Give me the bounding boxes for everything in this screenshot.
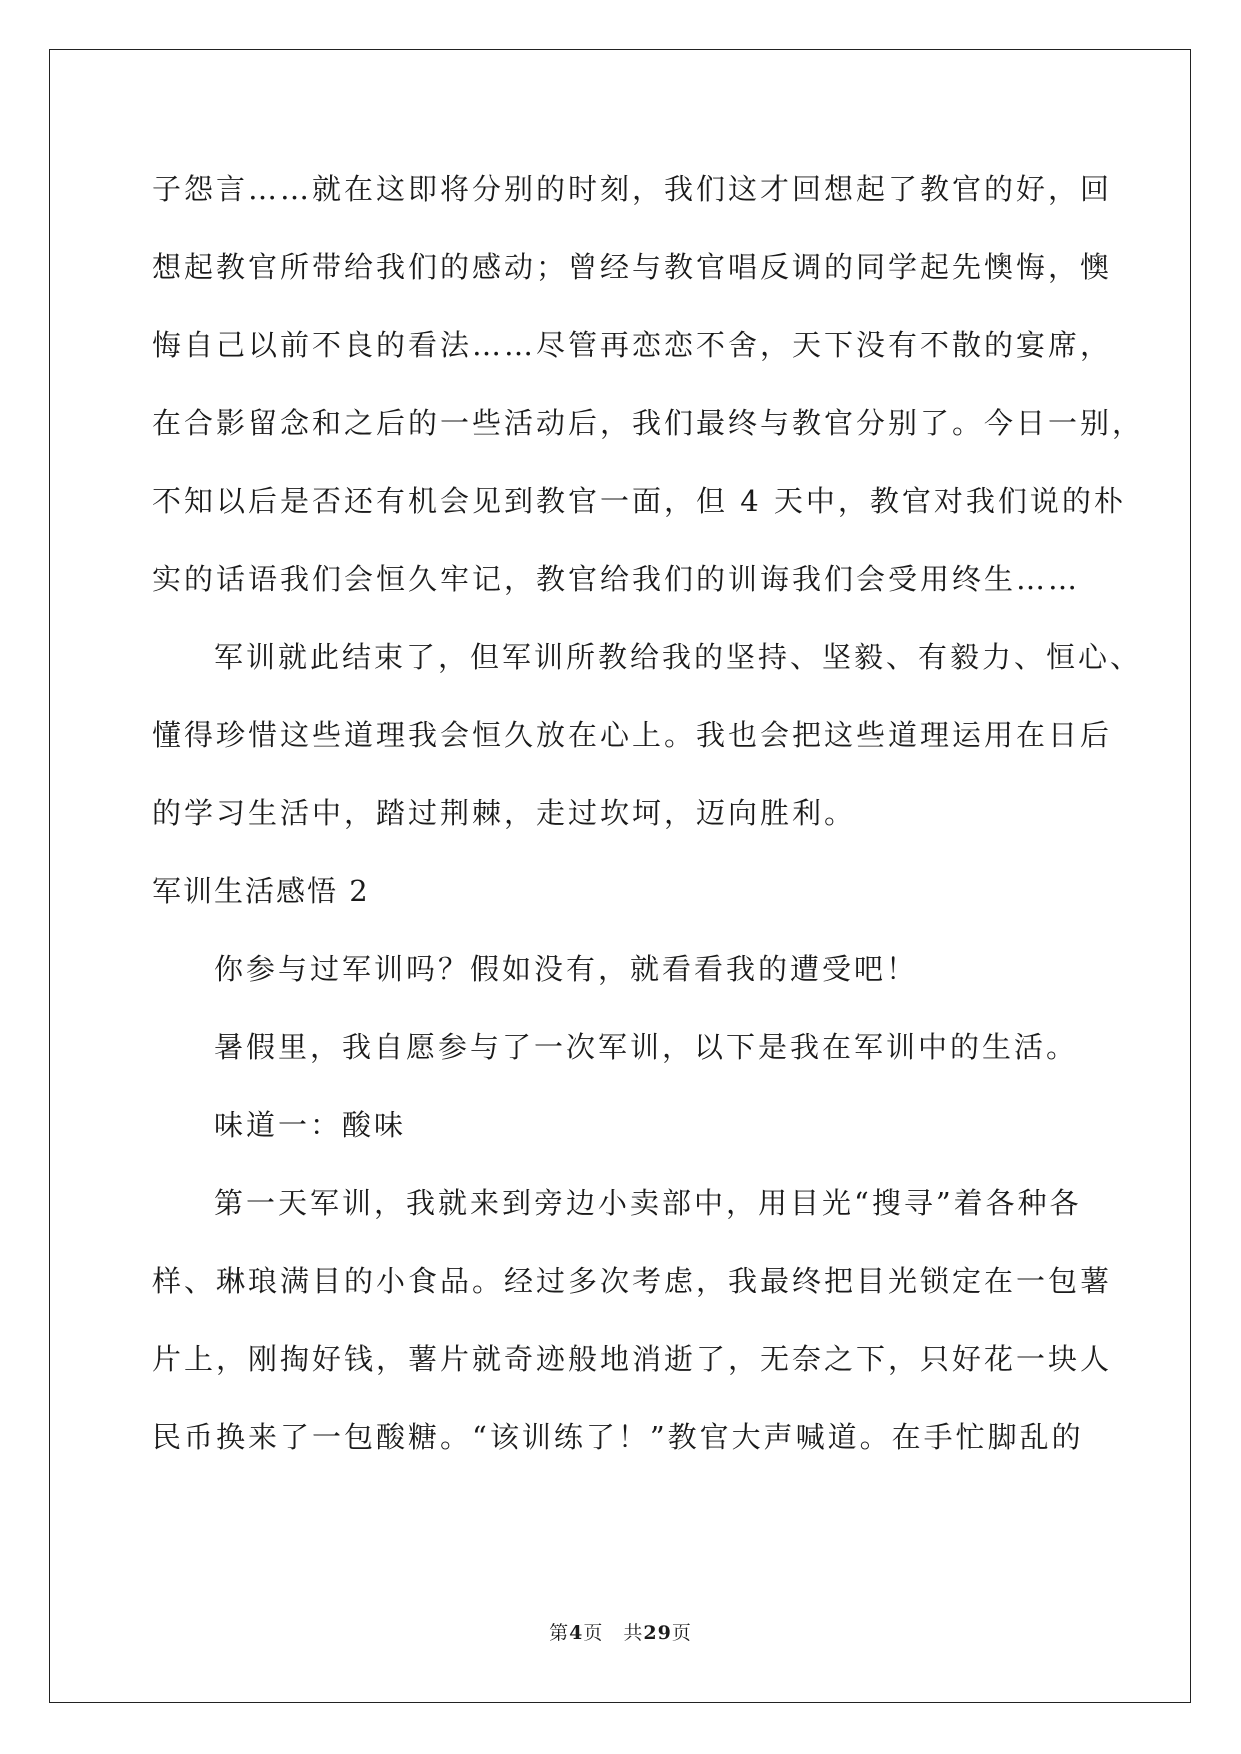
text-line: 在合影留念和之后的一些活动后，我们最终与教官分别了。今日一别， [152,406,1145,440]
text-line: 想起教官所带给我们的感动；曾经与教官唱反调的同学起先懊悔，懊 [152,250,1113,284]
subheading: 味道一：酸味 [214,1108,407,1142]
text-line: 不知以后是否还有机会见到教官一面，但 4 天中，教官对我们说的朴 [152,484,1126,518]
text-line: 实的话语我们会恒久牢记，教官给我们的训诲我们会受用终生…… [152,562,1081,596]
text-line: 暑假里，我自愿参与了一次军训，以下是我在军训中的生活。 [214,1030,1079,1064]
total-suffix: 页 [671,1622,692,1644]
text-line: 第一天军训，我就来到旁边小卖部中，用目光“搜寻”着各种各 [214,1186,1082,1220]
text-line: 民币换来了一包酸糖。“该训练了！”教官大声喊道。在手忙脚乱的 [152,1420,1084,1454]
text-line: 你参与过军训吗？假如没有，就看看我的遭受吧！ [214,952,919,986]
text-line: 样、琳琅满目的小食品。经过多次考虑，我最终把目光锁定在一包薯 [152,1264,1113,1298]
text-line: 懂得珍惜这些道理我会恒久放在心上。我也会把这些道理运用在日后 [152,718,1113,752]
section-heading: 军训生活感悟 2 [152,874,370,908]
total-pages: 29 [643,1622,672,1644]
document-body [152,158,1145,1484]
page-footer [0,1618,1241,1645]
page-suffix: 页 [583,1622,604,1644]
text-line: 悔自己以前不良的看法……尽管再恋恋不舍，天下没有不散的宴席， [152,328,1113,362]
page-number: 4 [569,1622,584,1644]
text-line: 的学习生活中，踏过荆棘，走过坎坷，迈向胜利。 [152,796,857,830]
page-prefix: 第 [549,1622,570,1644]
total-prefix: 共 [623,1622,644,1644]
text-line: 子怨言……就在这即将分别的时刻，我们这才回想起了教官的好，回 [152,172,1113,206]
text-line: 军训就此结束了，但军训所教给我的坚持、坚毅、有毅力、恒心、 [214,640,1143,674]
text-line: 片上，刚掏好钱，薯片就奇迹般地消逝了，无奈之下，只好花一块人 [152,1342,1113,1376]
